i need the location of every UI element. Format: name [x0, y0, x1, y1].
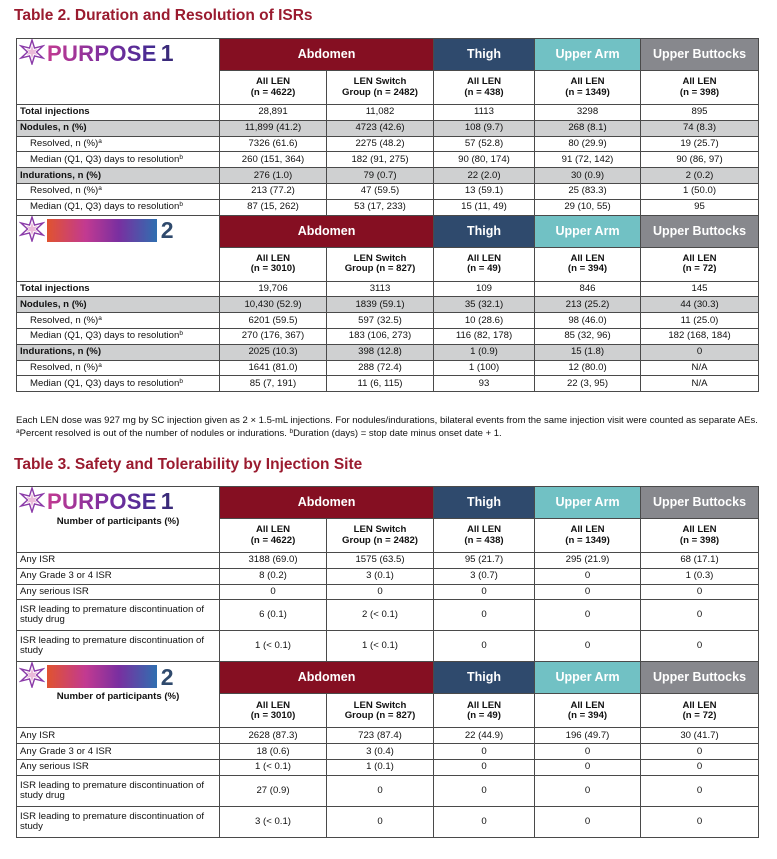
cell-value: 0 — [535, 806, 641, 837]
cell-value: 2275 (48.2) — [327, 136, 434, 152]
purpose-logo — [19, 39, 217, 68]
cell-value: 15 (11, 49) — [434, 199, 535, 215]
cell-value: 3 (0.7) — [434, 568, 535, 584]
row-label-text: Any serious ISR — [20, 761, 89, 773]
site-header-upper-arm: Upper Arm — [535, 39, 641, 71]
footnote-marker: a — [98, 137, 102, 145]
group-header-1: All LEN (n = 4622) — [220, 519, 327, 553]
cell-value: 93 — [434, 376, 535, 392]
cell-value: 28,891 — [220, 105, 327, 121]
cell-value: 145 — [641, 281, 759, 297]
site-header-abdomen: Abdomen — [220, 662, 434, 694]
row-label-text: Median (Q1, Q3) days to resolution — [30, 201, 180, 213]
row-label — [17, 360, 220, 376]
row-label — [17, 744, 220, 760]
cell-value: 0 — [641, 744, 759, 760]
cell-value: 0 — [434, 759, 535, 775]
table2-title: Table 2. Duration and Resolution of ISRs — [14, 7, 313, 24]
row-label-text: Resolved, n (%) — [30, 314, 99, 326]
row-label-text: Any Grade 3 or 4 ISR — [20, 570, 112, 582]
cell-value: 11,899 (41.2) — [220, 120, 327, 136]
group-header-4: All LEN (n = 1349) — [535, 519, 641, 553]
row-label-text: Total injections — [20, 106, 90, 118]
cell-value: 47 (59.5) — [327, 183, 434, 199]
cell-value: 398 (12.8) — [327, 344, 434, 360]
cell-value: 68 (17.1) — [641, 553, 759, 569]
table-row — [17, 568, 759, 584]
cell-value: 1 (< 0.1) — [220, 631, 327, 662]
cell-value: 268 (8.1) — [535, 120, 641, 136]
table-row — [17, 759, 759, 775]
site-header-upper-buttocks: Upper Buttocks — [641, 487, 759, 519]
cell-value: 12 (80.0) — [535, 360, 641, 376]
cell-value: 25 (83.3) — [535, 183, 641, 199]
group-header-2: LEN Switch Group (n = 827) — [327, 247, 434, 281]
cell-value: 95 — [641, 199, 759, 215]
cell-value: 260 (151, 364) — [220, 152, 327, 168]
footnote-text: Each LEN dose was 927 mg by SC injection given as 2 × 1.5-mL injections. For nodules/indurations, bilateral events from the same injection visit were counted as separate AEs. — [16, 415, 758, 426]
cell-value: 1 (100) — [434, 360, 535, 376]
cell-value: 90 (80, 174) — [434, 152, 535, 168]
cell-value: 0 — [535, 584, 641, 600]
logo-cell — [17, 39, 220, 105]
cell-value: 10 (28.6) — [434, 313, 535, 329]
cell-value: 87 (15, 262) — [220, 199, 327, 215]
table-row — [17, 152, 759, 168]
row-label — [17, 313, 220, 329]
group-header-5: All LEN (n = 72) — [641, 694, 759, 728]
cell-value: 27 (0.9) — [220, 775, 327, 806]
cell-value: 80 (29.9) — [535, 136, 641, 152]
cell-value: 85 (7, 191) — [220, 376, 327, 392]
cell-value: 109 — [434, 281, 535, 297]
cell-value: 79 (0.7) — [327, 168, 434, 184]
cell-value: 3113 — [327, 281, 434, 297]
row-label-text: Nodules, n (%) — [20, 298, 87, 310]
cell-value: 0 — [641, 759, 759, 775]
cell-value: 183 (106, 273) — [327, 328, 434, 344]
cell-value: 0 — [327, 584, 434, 600]
cell-value: 11 (25.0) — [641, 313, 759, 329]
table-row — [17, 168, 759, 184]
group-header-5: All LEN (n = 398) — [641, 71, 759, 105]
cell-value: 3298 — [535, 105, 641, 121]
row-label-text: Median (Q1, Q3) days to resolution — [30, 377, 180, 389]
site-header-abdomen: Abdomen — [220, 39, 434, 71]
cell-value: 0 — [434, 631, 535, 662]
row-label-text: Median (Q1, Q3) days to resolution — [30, 153, 180, 165]
footnote-marker: b — [179, 201, 183, 209]
cell-value: 288 (72.4) — [327, 360, 434, 376]
row-label — [17, 199, 220, 215]
participants-label: Number of participants (%) — [56, 691, 180, 703]
purpose-logo — [19, 487, 217, 516]
table2-purpose2-section — [17, 215, 759, 392]
site-header-abdomen: Abdomen — [220, 487, 434, 519]
group-header-4: All LEN (n = 394) — [535, 694, 641, 728]
cell-value: 2 (0.2) — [641, 168, 759, 184]
cell-value: 0 — [641, 631, 759, 662]
table-row — [17, 775, 759, 806]
cell-value: 6 (0.1) — [220, 600, 327, 631]
footnote-a-marker: a — [16, 427, 20, 435]
row-label — [17, 297, 220, 313]
table-row — [17, 600, 759, 631]
row-label — [17, 775, 220, 806]
logo-word — [47, 219, 157, 242]
site-header-abdomen: Abdomen — [220, 215, 434, 247]
cell-value: 0 — [535, 631, 641, 662]
cell-value: 11 (6, 115) — [327, 376, 434, 392]
cell-value: 276 (1.0) — [220, 168, 327, 184]
row-label — [17, 105, 220, 121]
cell-value: 95 (21.7) — [434, 553, 535, 569]
table-row — [17, 328, 759, 344]
group-header-1: All LEN (n = 4622) — [220, 71, 327, 105]
table-row — [17, 728, 759, 744]
group-header-2: LEN Switch Group (n = 2482) — [327, 71, 434, 105]
group-header-5: All LEN (n = 398) — [641, 519, 759, 553]
table-row — [17, 744, 759, 760]
cell-value: 0 — [220, 584, 327, 600]
group-header-3: All LEN (n = 438) — [434, 71, 535, 105]
cell-value: 1 (0.1) — [327, 759, 434, 775]
cell-value: N/A — [641, 360, 759, 376]
group-header-3: All LEN (n = 49) — [434, 247, 535, 281]
logo-number: 2 — [160, 663, 174, 690]
cell-value: 0 — [434, 744, 535, 760]
cell-value: 108 (9.7) — [434, 120, 535, 136]
cell-value: 10,430 (52.9) — [220, 297, 327, 313]
cell-value: 196 (49.7) — [535, 728, 641, 744]
cell-value: 91 (72, 142) — [535, 152, 641, 168]
row-label — [17, 806, 220, 837]
row-label-text: ISR leading to premature discontinuation of study drug — [20, 779, 204, 801]
cell-value: 0 — [535, 775, 641, 806]
cell-value: 0 — [641, 584, 759, 600]
cell-value: 7326 (61.6) — [220, 136, 327, 152]
row-label — [17, 728, 220, 744]
cell-value: 98 (46.0) — [535, 313, 641, 329]
site-header-thigh: Thigh — [434, 487, 535, 519]
cell-value: 182 (168, 184) — [641, 328, 759, 344]
cell-value: 0 — [535, 600, 641, 631]
group-header-4: All LEN (n = 1349) — [535, 71, 641, 105]
row-label-text: Median (Q1, Q3) days to resolution — [30, 330, 180, 342]
cell-value: 15 (1.8) — [535, 344, 641, 360]
footnote-a-text: Percent resolved is out of the number of nodules or indurations. — [19, 427, 290, 439]
table-row — [17, 376, 759, 392]
logo-number: 1 — [160, 488, 174, 515]
cell-value: 0 — [434, 806, 535, 837]
cell-value: 13 (59.1) — [434, 183, 535, 199]
group-header-1: All LEN (n = 3010) — [220, 247, 327, 281]
table-row — [17, 136, 759, 152]
cell-value: 30 (41.7) — [641, 728, 759, 744]
purpose-logo — [19, 216, 217, 245]
footnote-marker: a — [98, 185, 102, 193]
cell-value: 0 — [327, 806, 434, 837]
cell-value: 0 — [434, 775, 535, 806]
footnote-marker: a — [98, 314, 102, 322]
cell-value: 35 (32.1) — [434, 297, 535, 313]
table-row — [17, 631, 759, 662]
group-header-2: LEN Switch Group (n = 2482) — [327, 519, 434, 553]
cell-value: 57 (52.8) — [434, 136, 535, 152]
cell-value: 1113 — [434, 105, 535, 121]
cell-value: 74 (8.3) — [641, 120, 759, 136]
site-header-upper-buttocks: Upper Buttocks — [641, 39, 759, 71]
row-label — [17, 600, 220, 631]
cell-value: 53 (17, 233) — [327, 199, 434, 215]
row-label — [17, 183, 220, 199]
cell-value: 22 (3, 95) — [535, 376, 641, 392]
cell-value: 22 (44.9) — [434, 728, 535, 744]
group-header-3: All LEN (n = 49) — [434, 694, 535, 728]
row-label-text: ISR leading to premature discontinuation of study — [20, 810, 204, 832]
cell-value: 3 (< 0.1) — [220, 806, 327, 837]
cell-value: 213 (77.2) — [220, 183, 327, 199]
cell-value: 85 (32, 96) — [535, 328, 641, 344]
cell-value: 2628 (87.3) — [220, 728, 327, 744]
row-label — [17, 136, 220, 152]
footnote-b-text: Duration (days) = stop date minus onset date + 1. — [293, 427, 502, 439]
cell-value: 8 (0.2) — [220, 568, 327, 584]
starburst-logo-icon — [19, 216, 45, 245]
logo-number: 1 — [160, 40, 174, 67]
row-label-text: ISR leading to premature discontinuation of study drug — [20, 604, 204, 626]
row-label-text: Resolved, n (%) — [30, 361, 99, 373]
cell-value: 18 (0.6) — [220, 744, 327, 760]
row-label-text: Resolved, n (%) — [30, 185, 99, 197]
site-header-row — [17, 39, 759, 71]
cell-value: 19,706 — [220, 281, 327, 297]
table-row — [17, 584, 759, 600]
table-row — [17, 183, 759, 199]
site-header-upper-buttocks: Upper Buttocks — [641, 215, 759, 247]
row-label — [17, 168, 220, 184]
cell-value: 30 (0.9) — [535, 168, 641, 184]
cell-value: 0 — [641, 775, 759, 806]
cell-value: 0 — [535, 759, 641, 775]
row-label — [17, 281, 220, 297]
cell-value: 0 — [535, 568, 641, 584]
cell-value: 1839 (59.1) — [327, 297, 434, 313]
table3-purpose1-section — [17, 487, 759, 662]
cell-value: 29 (10, 55) — [535, 199, 641, 215]
starburst-logo-icon — [19, 39, 45, 68]
cell-value: 11,082 — [327, 105, 434, 121]
row-label-text: Any ISR — [20, 554, 56, 566]
row-label-text: Resolved, n (%) — [30, 137, 99, 149]
row-label-text: Any Grade 3 or 4 ISR — [20, 745, 112, 757]
logo-word — [47, 665, 157, 688]
cell-value: 1 (0.3) — [641, 568, 759, 584]
row-label-text: ISR leading to premature discontinuation of study — [20, 635, 204, 657]
table2-footnote — [16, 415, 761, 440]
starburst-logo-icon — [19, 487, 45, 516]
group-header-4: All LEN (n = 394) — [535, 247, 641, 281]
group-header-5: All LEN (n = 72) — [641, 247, 759, 281]
row-label — [17, 631, 220, 662]
row-label-text: Indurations, n (%) — [20, 346, 102, 358]
table-row — [17, 199, 759, 215]
table3-title: Table 3. Safety and Tolerability by Injection Site — [14, 456, 363, 473]
table-row — [17, 360, 759, 376]
cell-value: 1641 (81.0) — [220, 360, 327, 376]
cell-value: 895 — [641, 105, 759, 121]
table3 — [16, 486, 759, 838]
footnote-marker: b — [179, 377, 183, 385]
footnote-b-marker: b — [289, 427, 294, 435]
cell-value: 44 (30.3) — [641, 297, 759, 313]
group-header-3: All LEN (n = 438) — [434, 519, 535, 553]
row-label — [17, 152, 220, 168]
cell-value: 1575 (63.5) — [327, 553, 434, 569]
cell-value: 0 — [434, 584, 535, 600]
group-header-2: LEN Switch Group (n = 827) — [327, 694, 434, 728]
logo-word: PURPOSE — [47, 488, 157, 514]
row-label-text: Indurations, n (%) — [20, 169, 102, 181]
cell-value: 3 (0.1) — [327, 568, 434, 584]
row-label — [17, 376, 220, 392]
table2-purpose1-section — [17, 39, 759, 216]
table-row — [17, 120, 759, 136]
row-label-text: Nodules, n (%) — [20, 122, 87, 134]
starburst-logo-icon — [19, 662, 45, 691]
table-row — [17, 281, 759, 297]
site-header-thigh: Thigh — [434, 39, 535, 71]
group-header-1: All LEN (n = 3010) — [220, 694, 327, 728]
logo-cell — [17, 487, 220, 553]
cell-value: 19 (25.7) — [641, 136, 759, 152]
cell-value: 723 (87.4) — [327, 728, 434, 744]
row-label — [17, 568, 220, 584]
table3-purpose2-section — [17, 662, 759, 837]
cell-value: 213 (25.2) — [535, 297, 641, 313]
cell-value: 1 (< 0.1) — [220, 759, 327, 775]
row-label — [17, 759, 220, 775]
site-header-row — [17, 487, 759, 519]
cell-value: 22 (2.0) — [434, 168, 535, 184]
cell-value: 6201 (59.5) — [220, 313, 327, 329]
table-row — [17, 553, 759, 569]
logo-word: PURPOSE — [47, 40, 157, 66]
site-header-upper-arm: Upper Arm — [535, 215, 641, 247]
row-label — [17, 120, 220, 136]
site-header-row — [17, 662, 759, 694]
cell-value: 270 (176, 367) — [220, 328, 327, 344]
cell-value: 2 (< 0.1) — [327, 600, 434, 631]
site-header-row — [17, 215, 759, 247]
site-header-thigh: Thigh — [434, 662, 535, 694]
cell-value: 0 — [434, 600, 535, 631]
row-label-text: Total injections — [20, 282, 90, 294]
footnote-marker: b — [179, 153, 183, 161]
row-label-text: Any ISR — [20, 729, 56, 741]
site-header-upper-buttocks: Upper Buttocks — [641, 662, 759, 694]
cell-value: 0 — [641, 600, 759, 631]
logo-cell — [17, 215, 220, 281]
cell-value: 597 (32.5) — [327, 313, 434, 329]
cell-value: 0 — [535, 744, 641, 760]
row-label — [17, 553, 220, 569]
logo-cell — [17, 662, 220, 728]
table-row — [17, 105, 759, 121]
cell-value: 0 — [641, 806, 759, 837]
row-label — [17, 584, 220, 600]
cell-value: 90 (86, 97) — [641, 152, 759, 168]
table-row — [17, 313, 759, 329]
cell-value: 846 — [535, 281, 641, 297]
cell-value: N/A — [641, 376, 759, 392]
row-label — [17, 328, 220, 344]
row-label — [17, 344, 220, 360]
table-row — [17, 806, 759, 837]
purpose-logo — [19, 662, 217, 691]
cell-value: 1 (0.9) — [434, 344, 535, 360]
footnote-marker: a — [98, 361, 102, 369]
site-header-upper-arm: Upper Arm — [535, 487, 641, 519]
cell-value: 3188 (69.0) — [220, 553, 327, 569]
cell-value: 0 — [641, 344, 759, 360]
cell-value: 3 (0.4) — [327, 744, 434, 760]
table-row — [17, 297, 759, 313]
table2 — [16, 38, 759, 392]
cell-value: 0 — [327, 775, 434, 806]
cell-value: 4723 (42.6) — [327, 120, 434, 136]
logo-number: 2 — [160, 217, 174, 244]
cell-value: 1 (50.0) — [641, 183, 759, 199]
cell-value: 116 (82, 178) — [434, 328, 535, 344]
cell-value: 295 (21.9) — [535, 553, 641, 569]
table-row — [17, 344, 759, 360]
row-label-text: Any serious ISR — [20, 585, 89, 597]
footnote-marker: b — [179, 330, 183, 338]
site-header-upper-arm: Upper Arm — [535, 662, 641, 694]
cell-value: 182 (91, 275) — [327, 152, 434, 168]
site-header-thigh: Thigh — [434, 215, 535, 247]
cell-value: 2025 (10.3) — [220, 344, 327, 360]
participants-label: Number of participants (%) — [56, 516, 180, 528]
cell-value: 1 (< 0.1) — [327, 631, 434, 662]
